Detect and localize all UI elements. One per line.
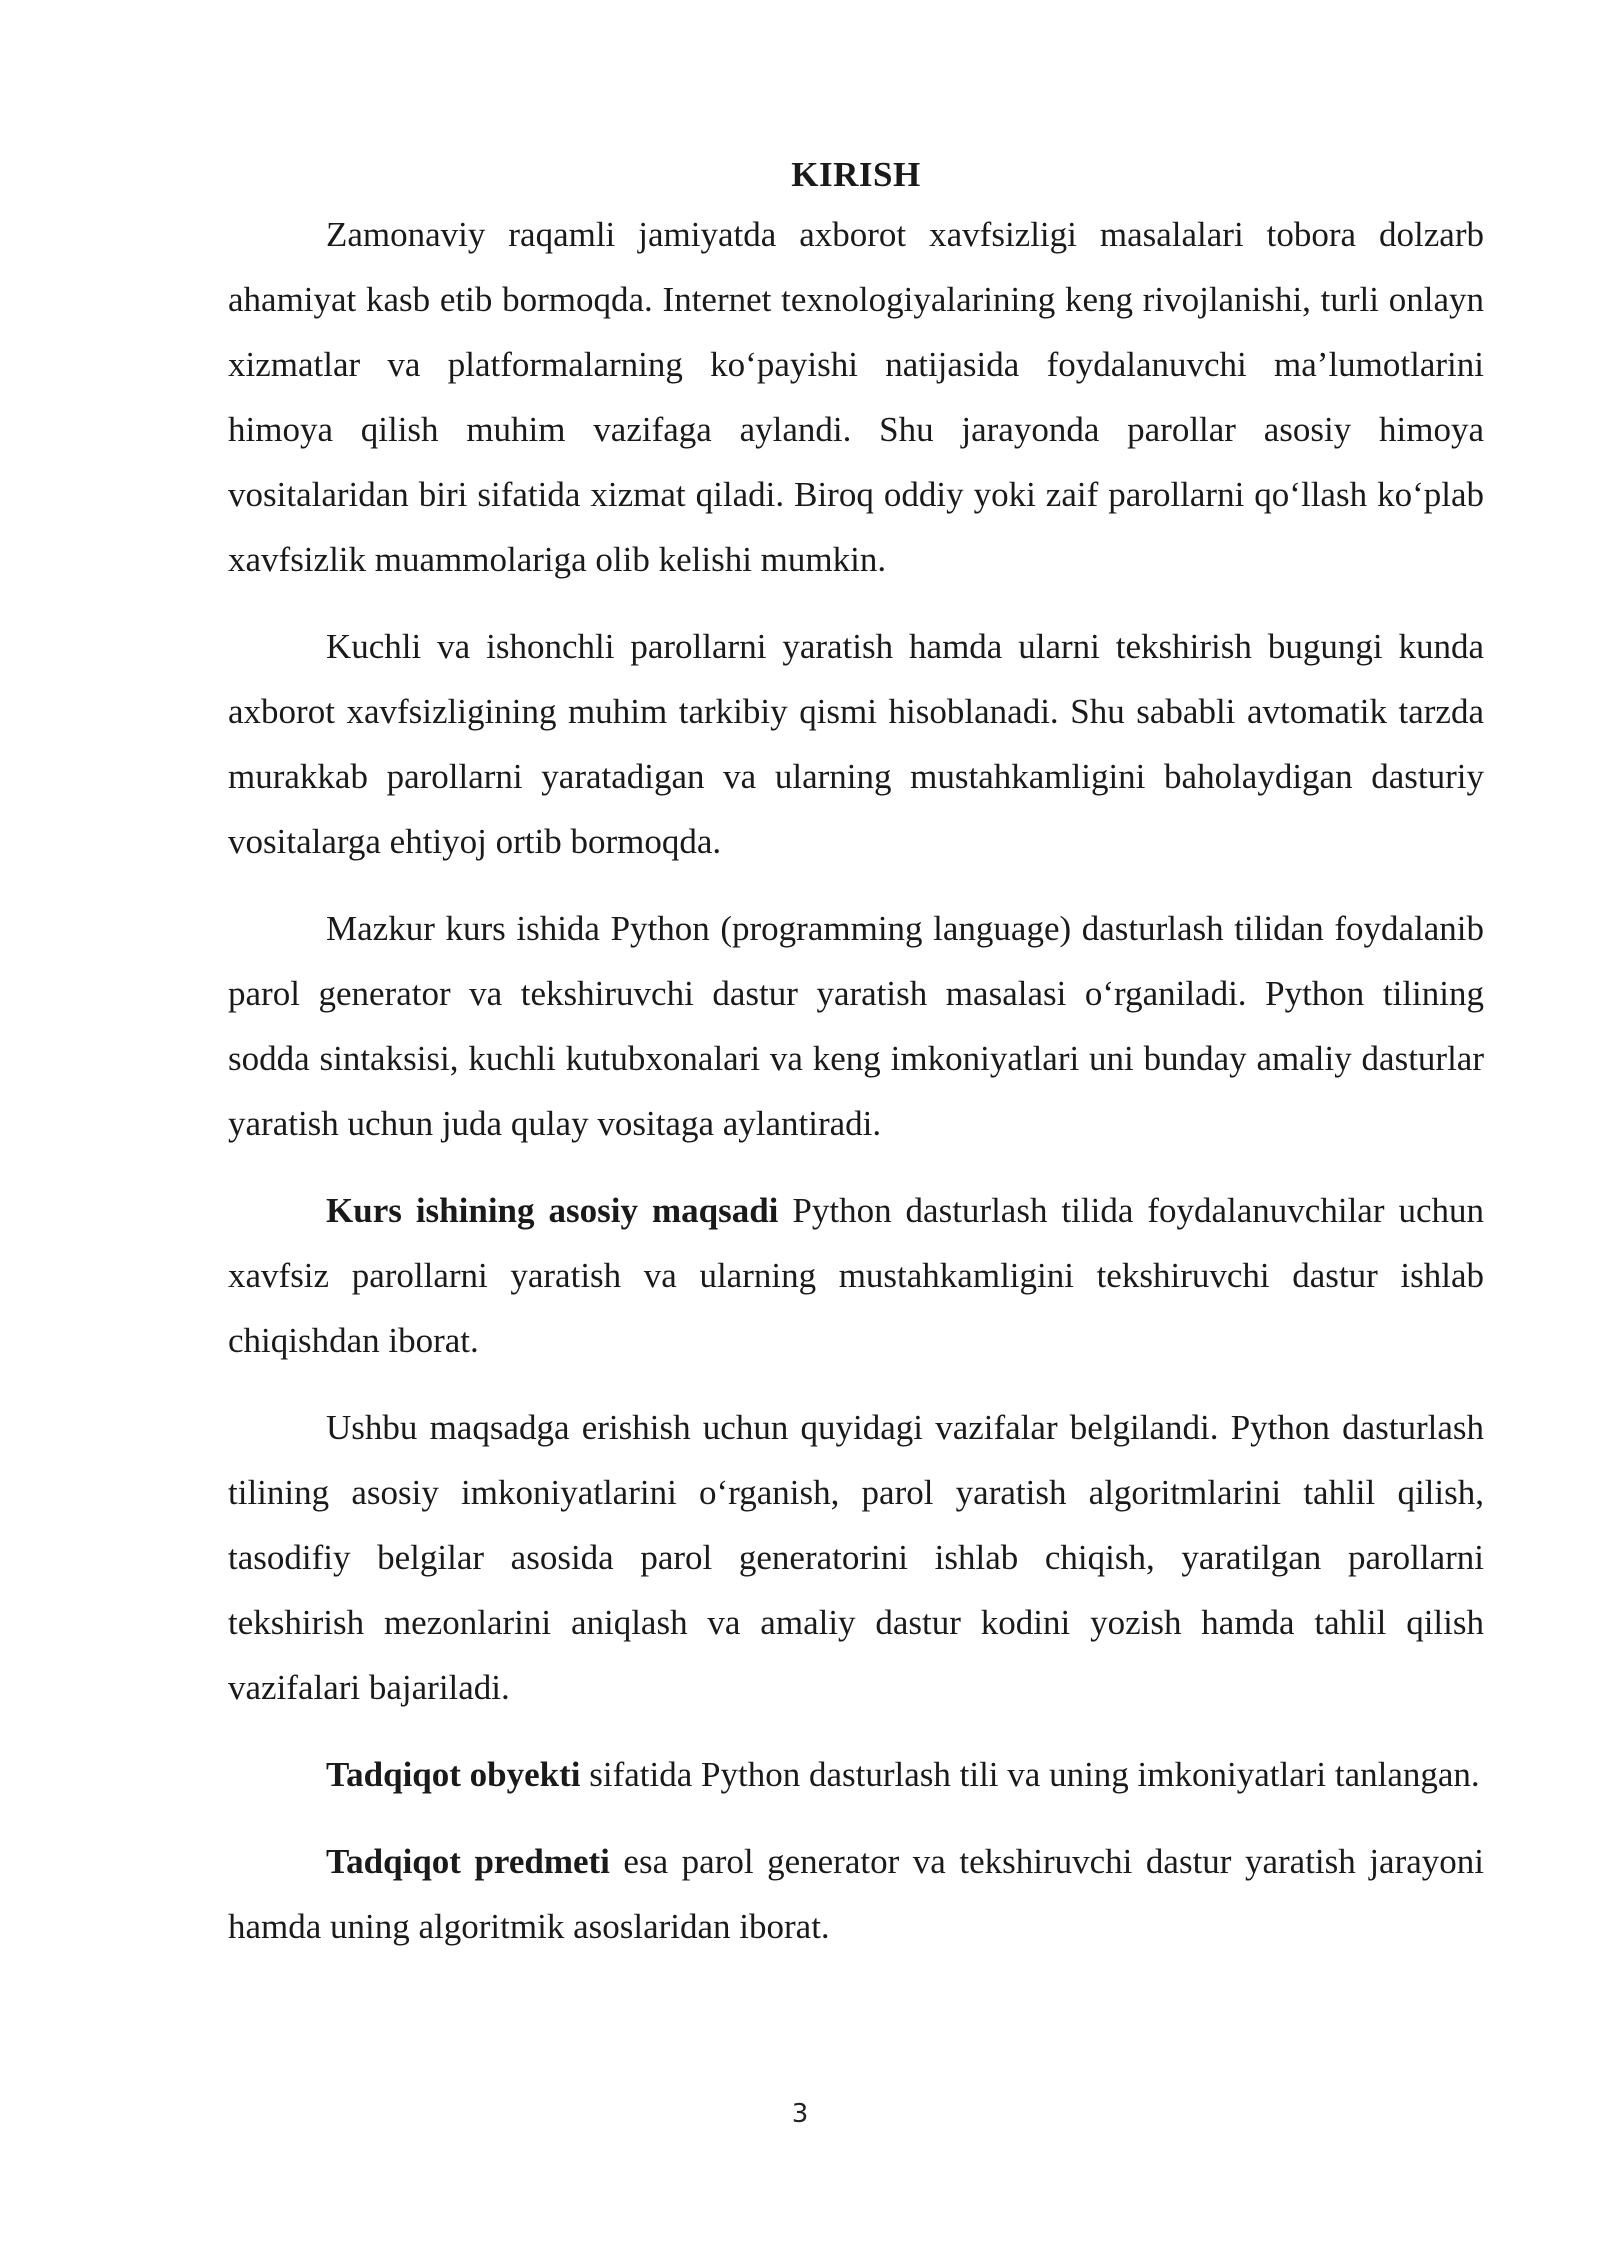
paragraph-tasks: Ushbu maqsadga erishish uchun quyidagi vazifalar belgilandi. Python dasturlash tilining asosiy imkoniyatlarini o‘rganish, parol yaratish algoritmlarini tahlil qilish, tasodifiy belgilar asosida parol generatorini ishlab chiqish, yaratilgan parollarni tekshirish mezonlarini aniqlash va amaliy dastur kodini yozish hamda tahlil qilish vazifalari bajariladi. bbox=[228, 1408, 1484, 1707]
goal-label: Kurs ishining asosiy maqsadi bbox=[326, 1191, 779, 1230]
research-object-text: sifatida Python dasturlash tili va uning imkoniyatlari tanlangan. bbox=[580, 1755, 1480, 1794]
research-subject-label: Tadqiqot predmeti bbox=[326, 1842, 610, 1881]
paragraph-strong-passwords: Kuchli va ishonchli parollarni yaratish hamda ularni tekshirish bugungi kunda axborot xavfsizligining muhim tarkibiy qismi hisoblanadi. Shu sababli avtomatik tarzda murakkab parollarni yaratadigan va ularning mustahkamligini baholaydigan dasturiy vositalarga ehtiyoj ortib bormoqda. bbox=[228, 627, 1484, 861]
page-content bbox=[228, 150, 1484, 1981]
research-subject-text: esa parol generator va tekshiruvchi dastur yaratish jarayoni hamda uning algoritmik asoslaridan iborat. bbox=[228, 1842, 1484, 1946]
research-object-label: Tadqiqot obyekti bbox=[326, 1755, 581, 1794]
paragraph-python-usage: Mazkur kurs ishida Python (programming language) dasturlash tilidan foydalanib parol generator va tekshiruvchi dastur yaratish masalasi o‘rganiladi. Python tilining sodda sintaksisi, kuchli kutubxonalari va keng imkoniyatlari uni bunday amaliy dasturlar yaratish uchun juda qulay vositaga aylantiradi. bbox=[228, 909, 1484, 1143]
paragraph-research-subject bbox=[228, 1829, 1484, 1959]
paragraph-research-object bbox=[228, 1742, 1484, 1807]
paragraph-goal bbox=[228, 1178, 1484, 1373]
section-heading: KIRISH bbox=[791, 155, 921, 194]
paragraph-intro: Zamonaviy raqamli jamiyatda axborot xavfsizligi masalalari tobora dolzarb ahamiyat kasb etib bormoqda. Internet texnologiyalarining keng rivojlanishi, turli onlayn xizmatlar va platformalarning ko‘payishi natijasida foydalanuvchi ma’lumotlarini himoya qilish muhim vazifaga aylandi. Shu jarayonda parollar asosiy himoya vositalaridan biri sifatida xizmat qiladi. Biroq oddiy yoki zaif parollarni qo‘llash ko‘plab xavfsizlik muammolariga olib kelishi mumkin. bbox=[228, 215, 1484, 579]
page-number: 3 bbox=[791, 2099, 809, 2129]
goal-text: Python dasturlash tilida foydalanuvchilar uchun xavfsiz parollarni yaratish va ularning mustahkamligini tekshiruvchi dastur ishlab chiqishdan iborat. bbox=[228, 1191, 1484, 1360]
